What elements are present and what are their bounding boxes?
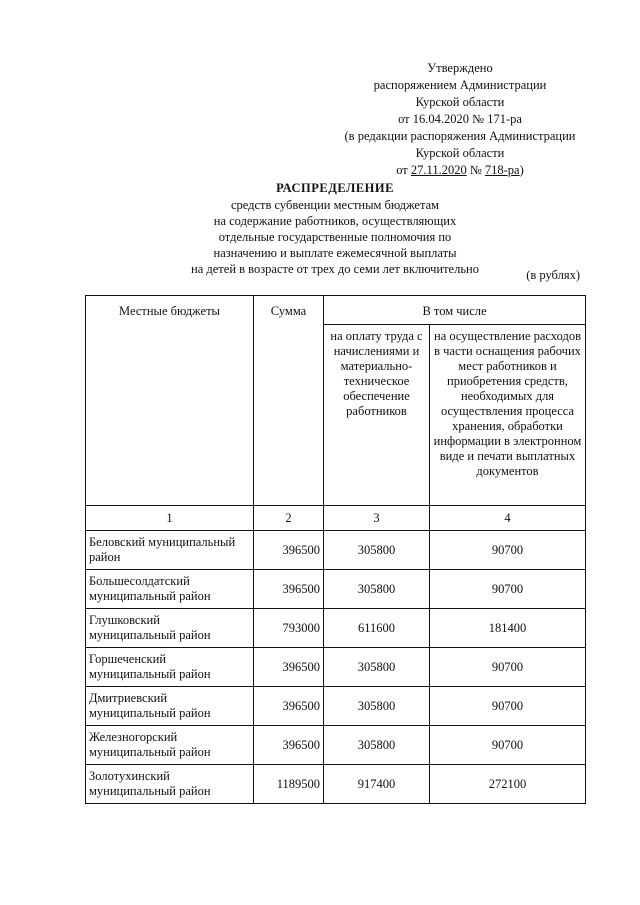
index-cell: 2 — [254, 506, 324, 531]
approval-from: от — [396, 163, 408, 177]
table-row — [86, 765, 586, 804]
approval-number: 718-ра — [484, 163, 520, 177]
row-equipment: 181400 — [430, 609, 586, 648]
row-equipment: 90700 — [430, 648, 586, 687]
header-including: В том числе — [324, 296, 586, 325]
header-sum: Сумма — [254, 296, 324, 506]
table-row — [86, 609, 586, 648]
row-sum: 396500 — [254, 570, 324, 609]
row-sum: 1189500 — [254, 765, 324, 804]
table-row — [86, 531, 586, 570]
row-sum: 396500 — [254, 687, 324, 726]
approval-line — [330, 162, 590, 179]
row-labor: 611600 — [324, 609, 430, 648]
table-row — [86, 570, 586, 609]
row-equipment: 90700 — [430, 570, 586, 609]
index-cell: 3 — [324, 506, 430, 531]
row-name: Беловский муниципальный район — [86, 531, 254, 570]
index-cell: 1 — [86, 506, 254, 531]
title-line: на содержание работников, осуществляющих — [213, 214, 457, 228]
row-sum: 396500 — [254, 531, 324, 570]
approval-line: Курской области — [415, 95, 505, 109]
approval-line: распоряжением Администрации — [373, 78, 547, 92]
row-name: Золотухинский муниципальный район — [86, 765, 254, 804]
approval-date: 27.11.2020 — [410, 163, 467, 177]
approval-line: Курской области — [415, 146, 505, 160]
approval-stamp — [330, 60, 590, 179]
row-equipment: 90700 — [430, 531, 586, 570]
table-row — [86, 726, 586, 765]
document-title — [150, 180, 520, 277]
distribution-table — [85, 295, 586, 804]
header-equipment: на осуществление расходов в части оснащения рабочих мест работников и приобретения средств, необходимых для осуществления процесса хранения, обработки информации в электронном виде и печати выплатных документов — [430, 325, 586, 506]
row-name: Горшеченский муниципальный район — [86, 648, 254, 687]
approval-line: Утверждено — [427, 61, 493, 75]
title-line: назначению и выплате ежемесячной выплаты — [213, 246, 457, 260]
row-labor: 305800 — [324, 687, 430, 726]
header-local-budgets: Местные бюджеты — [86, 296, 254, 506]
title-line: отдельные государственные полномочия по — [218, 230, 452, 244]
table-row — [86, 687, 586, 726]
row-labor: 305800 — [324, 570, 430, 609]
row-labor: 305800 — [324, 648, 430, 687]
row-name: Глушковский муниципальный район — [86, 609, 254, 648]
header-labor: на оплату труда с начислениями и материально-техническое обеспечение работников — [324, 325, 430, 506]
title-heading: РАСПРЕДЕЛЕНИЕ — [276, 181, 394, 195]
approval-line: от 16.04.2020 № 171-ра — [398, 112, 522, 126]
row-sum: 396500 — [254, 648, 324, 687]
row-sum: 396500 — [254, 726, 324, 765]
row-sum: 793000 — [254, 609, 324, 648]
row-name: Дмитриевский муниципальный район — [86, 687, 254, 726]
row-name: Железногорский муниципальный район — [86, 726, 254, 765]
index-cell: 4 — [430, 506, 586, 531]
approval-number-sign: № — [469, 163, 482, 177]
approval-line: (в редакции распоряжения Администрации — [344, 129, 576, 143]
units-note: (в рублях) — [526, 268, 580, 282]
row-equipment: 90700 — [430, 726, 586, 765]
title-line: на детей в возрасте от трех до семи лет включительно — [191, 262, 479, 276]
row-equipment: 90700 — [430, 687, 586, 726]
row-name: Большесолдатский муниципальный район — [86, 570, 254, 609]
table-row — [86, 648, 586, 687]
row-equipment: 272100 — [430, 765, 586, 804]
row-labor: 917400 — [324, 765, 430, 804]
approval-close-paren: ) — [519, 163, 524, 177]
title-line: средств субвенции местным бюджетам — [230, 198, 440, 212]
row-labor: 305800 — [324, 726, 430, 765]
row-labor: 305800 — [324, 531, 430, 570]
